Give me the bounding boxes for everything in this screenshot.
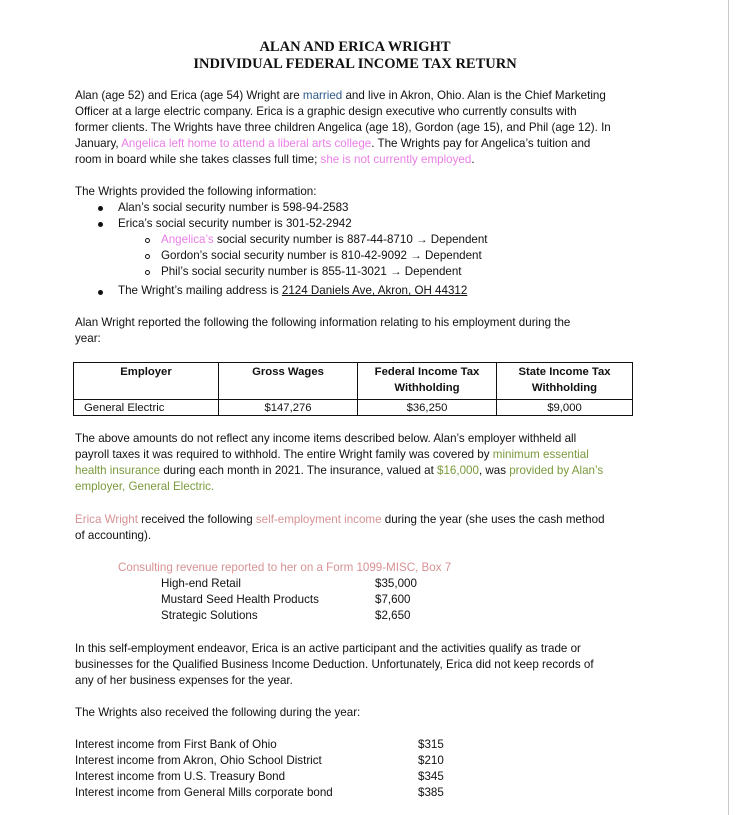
mailing-address xyxy=(118,283,467,299)
text: year: xyxy=(75,332,101,345)
se-item-amount: $7,600 xyxy=(375,593,411,606)
page-edge xyxy=(728,0,729,815)
text: Angelica’s xyxy=(161,233,214,246)
interest-label: Interest income from U.S. Treasury Bond xyxy=(75,770,286,783)
col-employer: Employer xyxy=(74,363,219,400)
text: of accounting). xyxy=(75,529,152,542)
highlight: minimum essential xyxy=(492,448,589,461)
se-paragraph xyxy=(75,512,605,544)
interest-label: Interest income from Akron, Ohio School District xyxy=(75,754,322,767)
se-item-amount: $2,650 xyxy=(375,609,411,622)
employment-intro xyxy=(75,315,570,347)
highlight: $16,000 xyxy=(437,464,479,477)
text: room in board while she takes classes full time; xyxy=(75,153,321,166)
doc-subtitle: INDIVIDUAL FEDERAL INCOME TAX RETURN xyxy=(193,56,517,72)
other-income-lead: The Wrights also received the following during the year: xyxy=(75,706,361,719)
text: The above amounts do not reflect any income items described below. Alan’s employer withheld all xyxy=(75,432,577,445)
se-item-name: Strategic Solutions xyxy=(161,609,258,622)
col-gross-wages: Gross Wages xyxy=(219,363,358,400)
text: , was xyxy=(478,464,510,477)
se-heading: Consulting revenue reported to her on a Form 1099-MISC, Box 7 xyxy=(118,561,452,574)
text: social security number is 887-44-8710 → Dependent xyxy=(213,233,488,246)
highlight-employment: she is not currently employed xyxy=(320,153,472,166)
text: any of her business expenses for the year. xyxy=(75,674,293,687)
interest-amount: $345 xyxy=(418,770,444,783)
text: during each month in 2021. The insurance, valued at xyxy=(160,464,438,477)
text: Alan Wright reported the following the following information relating to his employment during the xyxy=(75,316,571,329)
text: former clients. The Wrights have three children Angelica (age 18), Gordon (age 15), and Phil (age 12). In xyxy=(75,121,611,134)
text: In this self-employment endeavor, Erica is an active participant and the activities qualify as trade or xyxy=(75,642,581,655)
text: businesses for the Qualified Business Income Deduction. Unfortunately, Erica did not keep records of xyxy=(75,658,594,671)
text: payroll taxes it was required to withhold. The entire Wright family was covered by xyxy=(75,448,493,461)
bullet-icon xyxy=(98,206,103,211)
intro-paragraph xyxy=(75,88,611,168)
cell-gross-wages: $147,276 xyxy=(219,400,358,416)
highlight-college: Angelica left home to attend a liberal arts college xyxy=(121,137,372,150)
bullet-icon xyxy=(98,290,103,295)
text: Alan (age 52) and Erica (age 54) Wright are xyxy=(75,89,303,102)
text: January, xyxy=(75,137,122,150)
text: received the following xyxy=(137,513,256,526)
sub-bullet-icon xyxy=(145,270,150,275)
col-state-withholding: State Income Tax Withholding xyxy=(497,363,633,400)
highlight: self-employment income xyxy=(255,513,382,526)
text: . xyxy=(471,153,475,166)
highlight: Erica Wright xyxy=(75,513,138,526)
angelica-ssn xyxy=(161,232,488,248)
info-lead: The Wrights provided the following information: xyxy=(75,185,317,198)
sub-bullet-icon xyxy=(145,254,150,259)
highlight: employer, General Electric. xyxy=(75,480,215,493)
text: Officer at a large electric company. Erica is a graphic design executive who currently consults with xyxy=(75,105,577,118)
alan-ssn: Alan’s social security number is 598-94-2583 xyxy=(118,201,349,214)
doc-title: ALAN AND ERICA WRIGHT xyxy=(259,39,451,55)
cell-state: $9,000 xyxy=(497,400,633,416)
col-federal-withholding: Federal Income Tax Withholding xyxy=(358,363,497,400)
text: . The Wrights pay for Angelica’s tuition and xyxy=(371,137,591,150)
table-row xyxy=(74,400,633,416)
cell-federal: $36,250 xyxy=(358,400,497,416)
se-item-name: Mustard Seed Health Products xyxy=(161,593,319,606)
highlight-married: married xyxy=(302,89,343,102)
text: during the year (she uses the cash method xyxy=(381,513,605,526)
se-item-amount: $35,000 xyxy=(375,577,417,590)
interest-amount: $210 xyxy=(418,754,444,767)
se-item-name: High-end Retail xyxy=(161,577,241,590)
interest-label: Interest income from First Bank of Ohio xyxy=(75,738,277,751)
qbi-paragraph xyxy=(75,641,594,689)
interest-amount: $315 xyxy=(418,738,444,751)
phil-ssn: Phil’s social security number is 855-11-3021 → Dependent xyxy=(161,265,462,278)
cell-employer: General Electric xyxy=(74,400,219,416)
after-table-paragraph xyxy=(75,431,603,495)
highlight: provided by Alan’s xyxy=(509,464,604,477)
interest-amount: $385 xyxy=(418,786,444,799)
highlight: health insurance xyxy=(75,464,161,477)
table-header-row xyxy=(74,363,633,400)
address: 2124 Daniels Ave, Akron, OH 44312 xyxy=(281,284,468,297)
interest-label: Interest income from General Mills corporate bond xyxy=(75,786,333,799)
text: and live in Akron, Ohio. Alan is the Chief Marketing xyxy=(342,89,606,102)
erica-ssn: Erica’s social security number is 301-52-2942 xyxy=(118,217,352,230)
sub-bullet-icon xyxy=(145,238,150,243)
gordon-ssn: Gordon’s social security number is 810-42-9092 → Dependent xyxy=(161,249,482,262)
text: The Wright’s mailing address is xyxy=(118,284,282,297)
employment-table xyxy=(73,362,633,416)
bullet-icon xyxy=(98,222,103,227)
